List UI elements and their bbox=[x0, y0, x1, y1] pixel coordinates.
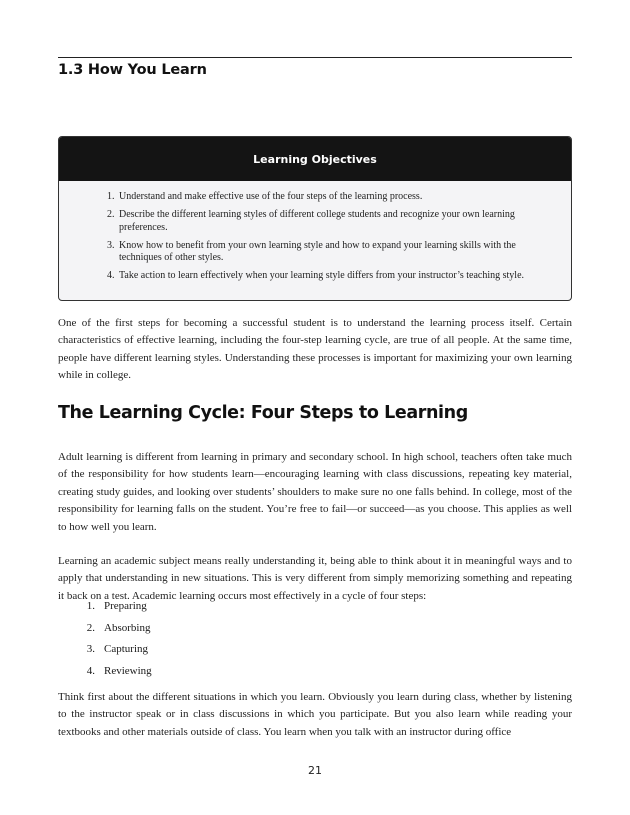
adult-learning-paragraph: Adult learning is different from learning in primary and secondary school. In high school, teachers often take much of the responsibility for how students learn—encouraging learning with class discussions, repeating key material, creating study guides, and looking over students’ shoulders to make sure no one falls behind. In college, most of the responsibility for learning falls on the student. You’re free to fail—or succeed—as you choose. This applies as well to how well you learn. bbox=[58, 451, 572, 533]
step-label: Reviewing bbox=[104, 664, 152, 677]
step-label: Absorbing bbox=[104, 621, 151, 634]
section-title: 1.3 How You Learn bbox=[58, 62, 207, 78]
learning-objectives-list bbox=[59, 181, 571, 283]
academic-subject-paragraph: Learning an academic subject means really understanding it, being able to think about it in meaningful ways and to apply that understanding in new situations. This is very different from simply memorizing something and repeating it back on a test. Academic learning occurs most effectively in a cycle of four steps: bbox=[58, 555, 572, 602]
step-number: 1. bbox=[86, 600, 95, 612]
intro-paragraph: One of the first steps for becoming a successful student is to understand the learning process itself. Certain characteristics of effective learning, including the four-step learning cycle, are true of all people. At the same time, people have different learning styles. Understanding these processes is important for maximizing your own learning while in college. bbox=[58, 317, 572, 382]
learning-step-item bbox=[58, 618, 358, 640]
learning-step-item bbox=[58, 596, 358, 618]
learning-step-item bbox=[58, 639, 358, 661]
learning-objectives-heading: Learning Objectives bbox=[59, 137, 571, 181]
objective-item: 2. Describe the different learning styles of different college students and recognize your own learning preferences. bbox=[117, 209, 541, 234]
objective-item: 4. Take action to learn effectively when your learning style differs from your instructor’s teaching style. bbox=[117, 270, 541, 283]
step-label: Capturing bbox=[104, 643, 148, 655]
objective-item: 1. Understand and make effective use of the four steps of the learning process. bbox=[117, 191, 541, 204]
learning-step-item bbox=[58, 661, 358, 683]
learning-objectives-box bbox=[58, 136, 572, 301]
step-number: 4. bbox=[86, 664, 95, 677]
objective-item: 3. Know how to benefit from your own learning style and how to expand your learning skills with the techniques of other styles. bbox=[117, 240, 541, 265]
step-number: 2. bbox=[86, 621, 95, 634]
learning-cycle-heading: The Learning Cycle: Four Steps to Learning bbox=[58, 403, 468, 423]
page-number: 21 bbox=[308, 764, 322, 777]
step-label: Preparing bbox=[104, 600, 147, 612]
learning-steps-list bbox=[58, 596, 358, 682]
step-number: 3. bbox=[86, 643, 95, 655]
learning-situations-paragraph: Think first about the different situations in which you learn. Obviously you learn during class, whether by listening to the instructor speak or in class discussions in which you participate. But you also learn while reading your textbooks and other materials outside of class. You learn when you talk with an instructor during office bbox=[58, 691, 572, 738]
top-rule bbox=[58, 57, 572, 58]
